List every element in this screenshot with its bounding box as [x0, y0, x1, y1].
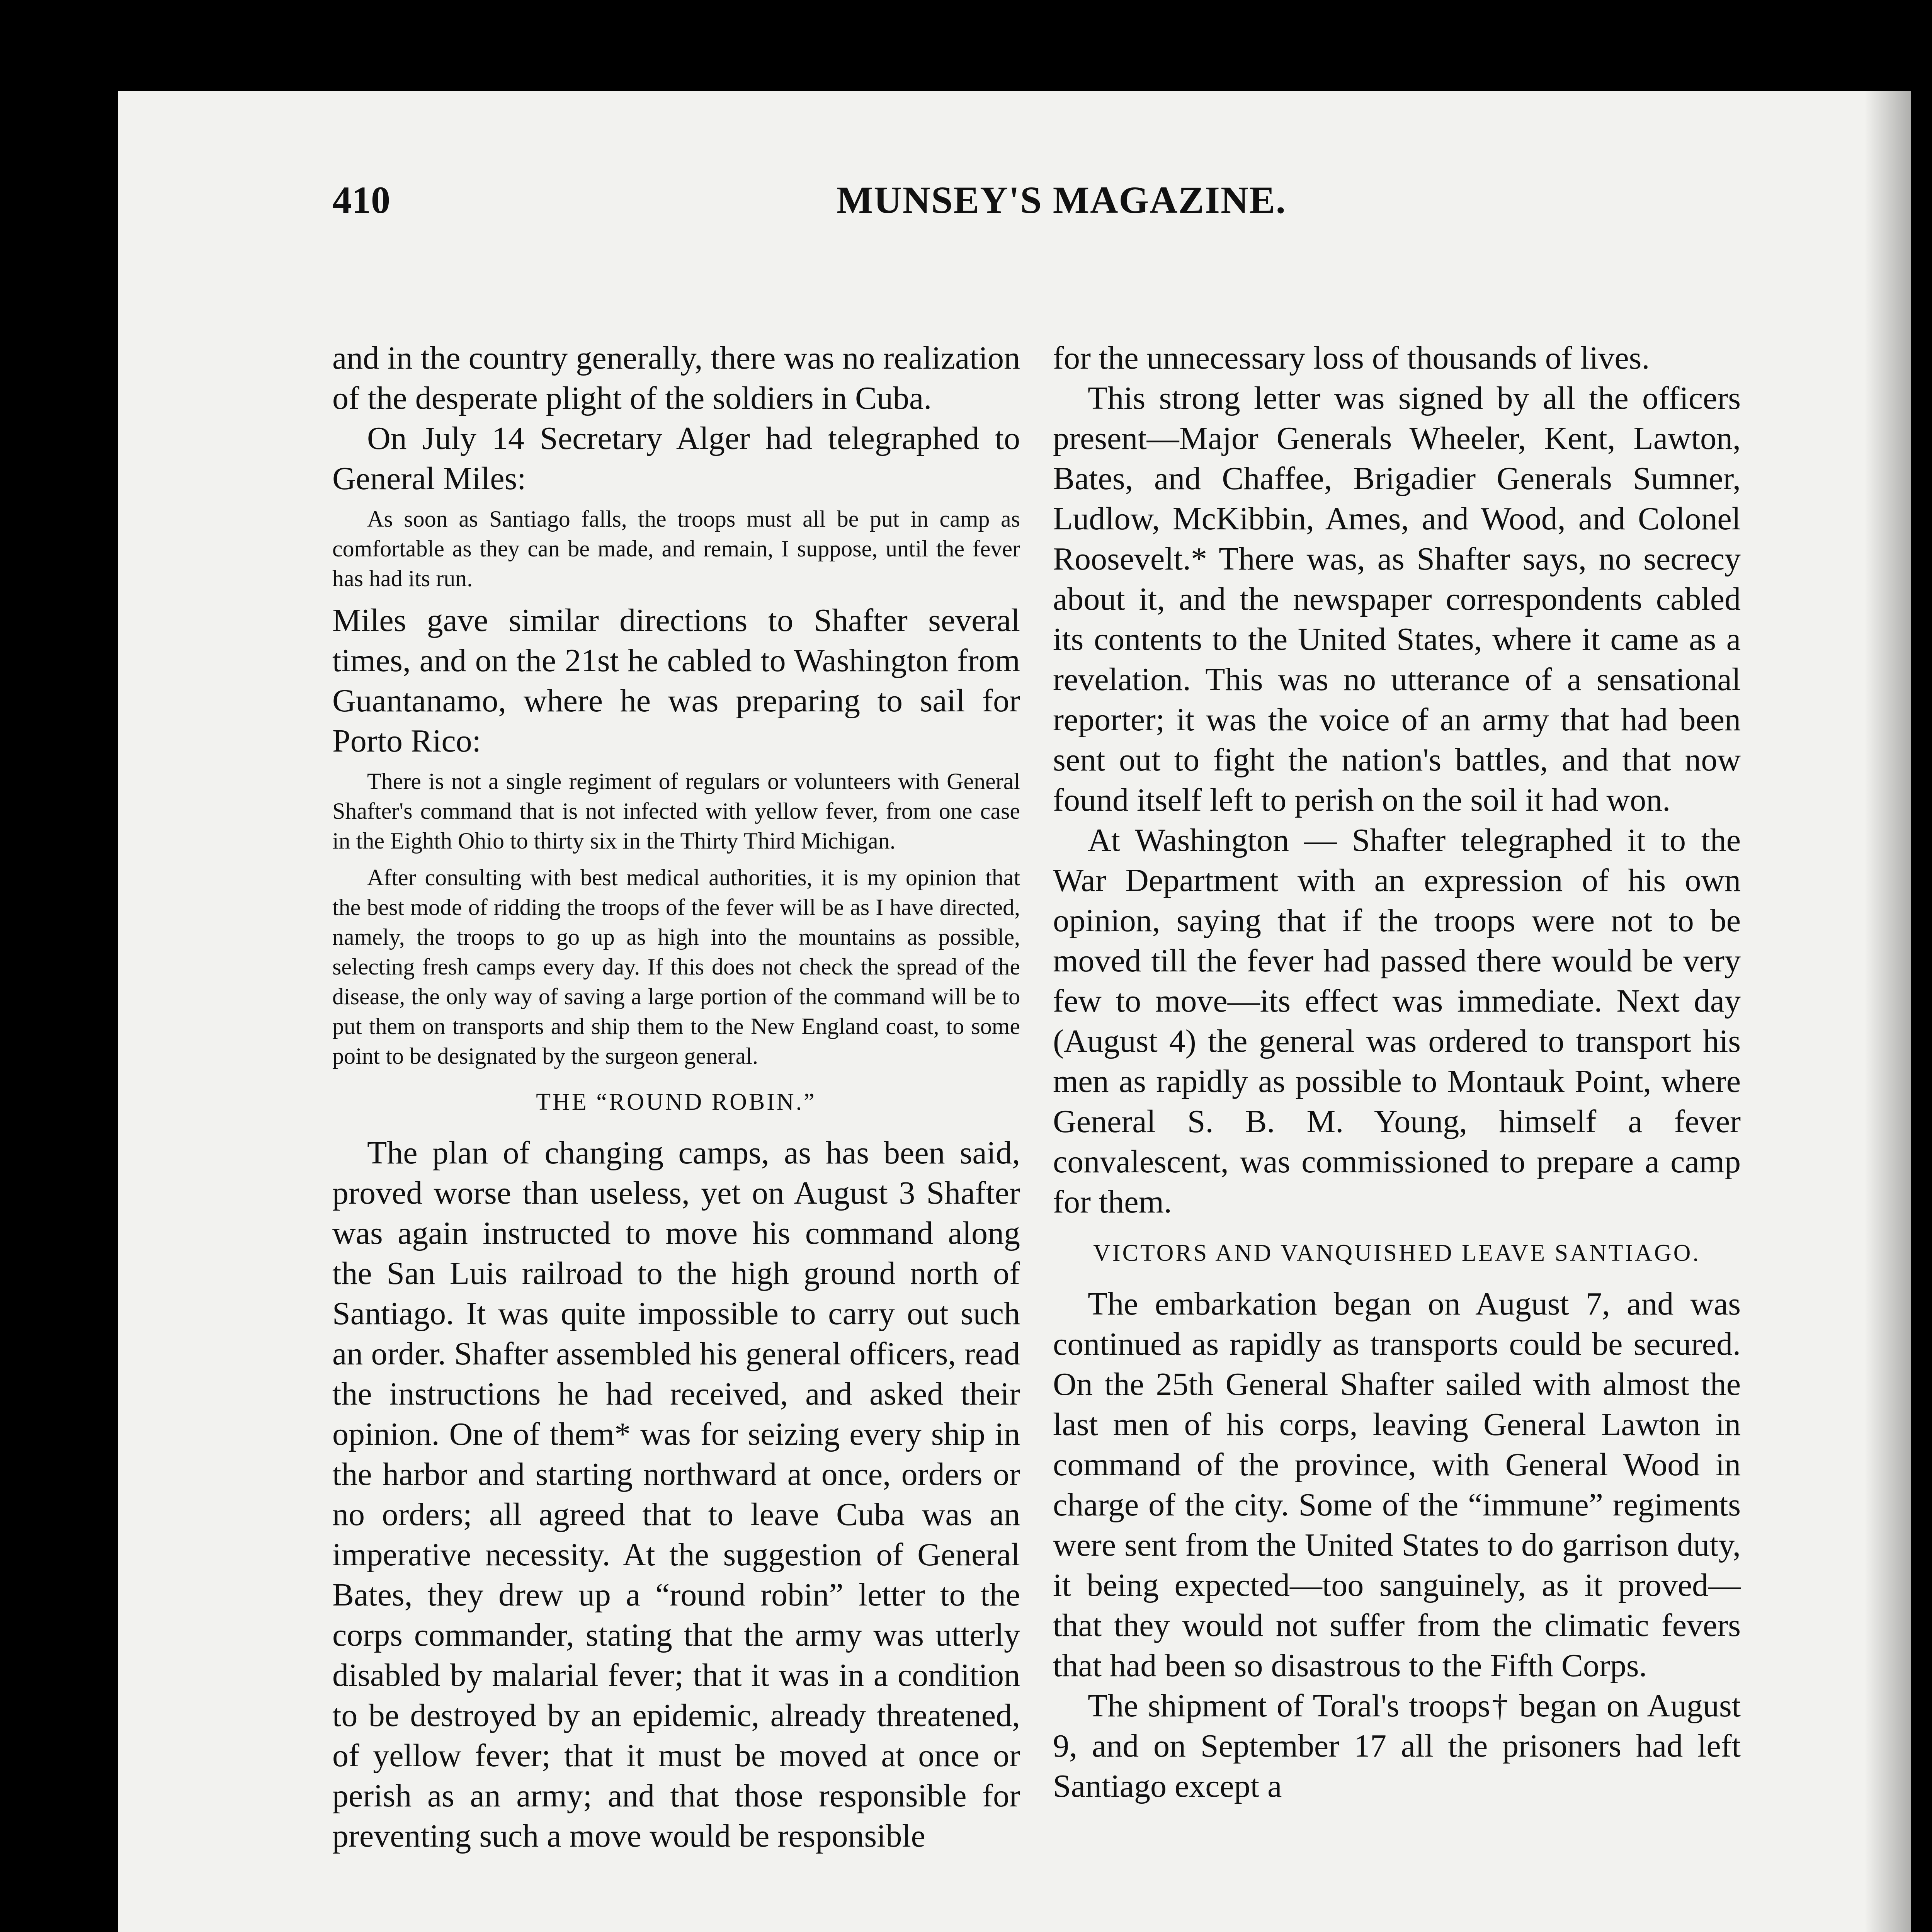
paragraph: The plan of changing camps, as has been said, proved worse than useless, yet on August 3 Shafter was again instructed to move his command along the San Luis railroad to the high ground north of Santiago. It was quite impossible to carry out such an order. Shafter assembled his general officers, read the instructions he had received, and asked their opinion. One of them* was for seizing every ship in the harbor and starting northward at once, orders or no orders; all agreed that to leave Cuba was an imperative necessity. At the suggestion of General Bates, they drew up a “round robin” letter to the corps commander, stating that the army was utterly disabled by malarial fever; that it was in a condition to be destroyed by an epidemic, already threatened, of yellow fever; that it must be moved at once or perish as an army; and that those responsible for preventing such a move would be responsible: [332, 1135, 1020, 1854]
paragraph: for the unnecessary loss of thousands of lives.: [1053, 340, 1650, 376]
paragraph: This strong letter was signed by all the officers present—Major Generals Wheeler, Kent, Lawton, Bates, and Chaffee, Brigadier Generals Sumner, Ludlow, McKibbin, Ames, and Wood, and Colonel Roosevelt.* There was, as Shafter says, no secrecy about it, and the newspaper correspondents cabled its contents to the United States, where it came as a revelation. This was no utterance of a sensational reporter; it was the voice of an army that had been sent out to fight the nation's battles, and that now found itself left to perish on the soil it had won.: [1053, 380, 1741, 818]
paragraph: On July 14 Secretary Alger had telegraphed to General Miles:: [332, 420, 1020, 497]
page-number: 410: [332, 179, 390, 221]
page-edge-shadow: [1864, 91, 1911, 1932]
section-heading: VICTORS AND VANQUISHED LEAVE SANTIAGO.: [1093, 1240, 1701, 1266]
magazine-title: MUNSEY'S MAGAZINE.: [837, 179, 1286, 221]
left-column: [332, 338, 1020, 1856]
paragraph: Miles gave similar directions to Shafter several times, and on the 21st he cabled to Washington from Guantanamo, where he was preparing to sail for Porto Rico:: [332, 602, 1020, 759]
block-quote: As soon as Santiago falls, the troops must all be put in camp as comfortable as they can be made, and remain, I suppose, until the fever has had its run.: [332, 506, 1020, 591]
paragraph: and in the country generally, there was no realization of the desperate plight of the soldiers in Cuba.: [332, 340, 1020, 416]
right-column: [1053, 338, 1741, 1806]
block-quote: After consulting with best medical authorities, it is my opinion that the best mode of ridding the troops of the fever will be as I have directed, namely, the troops to go up as high into the mountains as possible, selecting fresh camps every day. If this does not check the spread of the disease, the only way of saving a large portion of the command will be to put them on transports and ship them to the New England coast, to some point to be designated by the surgeon general.: [332, 865, 1020, 1069]
paragraph: The shipment of Toral's troops† began on August 9, and on September 17 all the prisoners had left Santiago except a: [1053, 1688, 1741, 1804]
paragraph: The embarkation began on August 7, and was continued as rapidly as transports could be secured. On the 25th General Shafter sailed with almost the last men of his corps, leaving General Lawton in command of the province, with General Wood in charge of the city. Some of the “immune” regiments were sent from the United States to do garrison duty, it being expected—too sanguinely, as it proved—that they would not suffer from the climatic fevers that had been so disastrous to the Fifth Corps.: [1053, 1286, 1741, 1684]
magazine-page: [118, 91, 1911, 1932]
paragraph: At Washington — Shafter telegraphed it to the War Department with an expression of his own opinion, saying that if the troops were not to be moved till the fever had passed there would be very few to move—its effect was immediate. Next day (August 4) the general was ordered to transport his men as rapidly as possible to Montauk Point, where General S. B. M. Young, himself a fever convalescent, was commissioned to prepare a camp for them.: [1053, 822, 1741, 1220]
block-quote: There is not a single regiment of regulars or volunteers with General Shafter's command that is not infected with yellow fever, from one case in the Eighth Ohio to thirty six in the Thirty Third Michigan.: [332, 769, 1020, 854]
section-heading: THE “ROUND ROBIN.”: [536, 1089, 816, 1115]
